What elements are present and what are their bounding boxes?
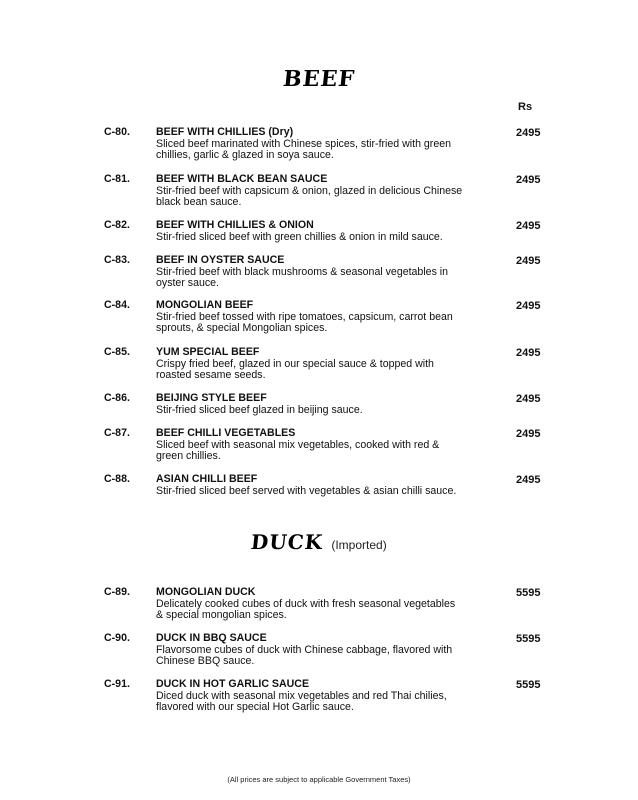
item-price: 2495 (516, 127, 541, 139)
item-description: green chillies. (156, 450, 221, 462)
item-description: Stir-fried beef with black mushrooms & seasonal vegetables in (156, 265, 449, 278)
item-code: C-83. (104, 254, 130, 266)
item-price: 2495 (516, 428, 541, 440)
item-description: Flavorsome cubes of duck with Chinese cabbage, flavored with (156, 643, 453, 656)
item-description: Sliced beef with seasonal mix vegetables, cooked with red & (156, 438, 440, 451)
item-description: flavored with our special Hot Garlic sauce. (156, 701, 354, 713)
item-name: DUCK IN HOT GARLIC SAUCE (156, 678, 310, 690)
item-name: BEEF WITH CHILLIES (Dry) (156, 126, 294, 138)
item-name: ASIAN CHILLI BEEF (156, 473, 258, 485)
item-price: 5595 (516, 633, 541, 645)
item-code: C-85. (104, 346, 130, 358)
item-code: C-82. (104, 219, 130, 231)
item-code: C-88. (104, 473, 130, 485)
item-name: MONGOLIAN BEEF (156, 299, 254, 311)
item-description: Chinese BBQ sauce. (156, 655, 255, 667)
item-price: 2495 (516, 393, 541, 405)
item-price: 5595 (516, 587, 541, 599)
item-description: Diced duck with seasonal mix vegetables and red Thai chilies, (156, 689, 447, 702)
item-price: 2495 (516, 474, 541, 486)
item-code: C-87. (104, 427, 130, 439)
item-price: 2495 (516, 220, 541, 232)
item-code: C-81. (104, 173, 130, 185)
item-name: BEEF CHILLI VEGETABLES (156, 427, 296, 439)
item-price: 5595 (516, 679, 541, 691)
item-description: sprouts, & special Mongolian spices. (156, 322, 328, 334)
duck-section-title (0, 530, 638, 554)
item-description: black bean sauce. (156, 196, 242, 208)
item-description: & special mongolian spices. (156, 609, 287, 621)
item-description: roasted sesame seeds. (156, 369, 266, 381)
item-price: 2495 (516, 300, 541, 312)
item-description: Stir-fried sliced beef with green chillies & onion in mild sauce. (156, 230, 443, 243)
item-name: YUM SPECIAL BEEF (156, 346, 260, 358)
item-code: C-86. (104, 392, 130, 404)
item-code: C-80. (104, 126, 130, 138)
duck-subtitle: (Imported) (331, 538, 387, 552)
duck-title-text: DUCK (250, 530, 325, 554)
item-description: Stir-fried sliced beef glazed in beijing sauce. (156, 403, 363, 416)
item-description: chillies, garlic & glazed in soya sauce. (156, 149, 334, 161)
item-name: BEIJING STYLE BEEF (156, 392, 267, 404)
item-price: 2495 (516, 347, 541, 359)
item-description: Stir-fried beef with capsicum & onion, glazed in delicious Chinese (156, 184, 463, 197)
item-price: 2495 (516, 255, 541, 267)
item-name: BEEF WITH CHILLIES & ONION (156, 219, 314, 231)
item-code: C-84. (104, 299, 130, 311)
item-code: C-91. (104, 678, 130, 690)
item-description: oyster sauce. (156, 277, 220, 289)
item-description: Delicately cooked cubes of duck with fresh seasonal vegetables (156, 597, 456, 610)
tax-footnote: (All prices are subject to applicable Government Taxes) (227, 775, 411, 784)
item-description: Crispy fried beef, glazed in our special sauce & topped with (156, 357, 434, 370)
item-name: MONGOLIAN DUCK (156, 586, 256, 598)
item-code: C-90. (104, 632, 130, 644)
item-name: BEEF IN OYSTER SAUCE (156, 254, 285, 266)
item-description: Sliced beef marinated with Chinese spices, stir-fried with green (156, 137, 451, 150)
item-name: DUCK IN BBQ SAUCE (156, 632, 267, 644)
item-description: Stir-fried beef tossed with ripe tomatoes, capsicum, carrot bean (156, 310, 453, 323)
item-description: Stir-fried sliced beef served with vegetables & asian chilli sauce. (156, 484, 457, 497)
item-price: 2495 (516, 174, 541, 186)
beef-section-title: BEEF (281, 66, 357, 92)
currency-header: Rs (518, 101, 533, 113)
item-code: C-89. (104, 586, 130, 598)
item-name: BEEF WITH BLACK BEAN SAUCE (156, 173, 328, 185)
